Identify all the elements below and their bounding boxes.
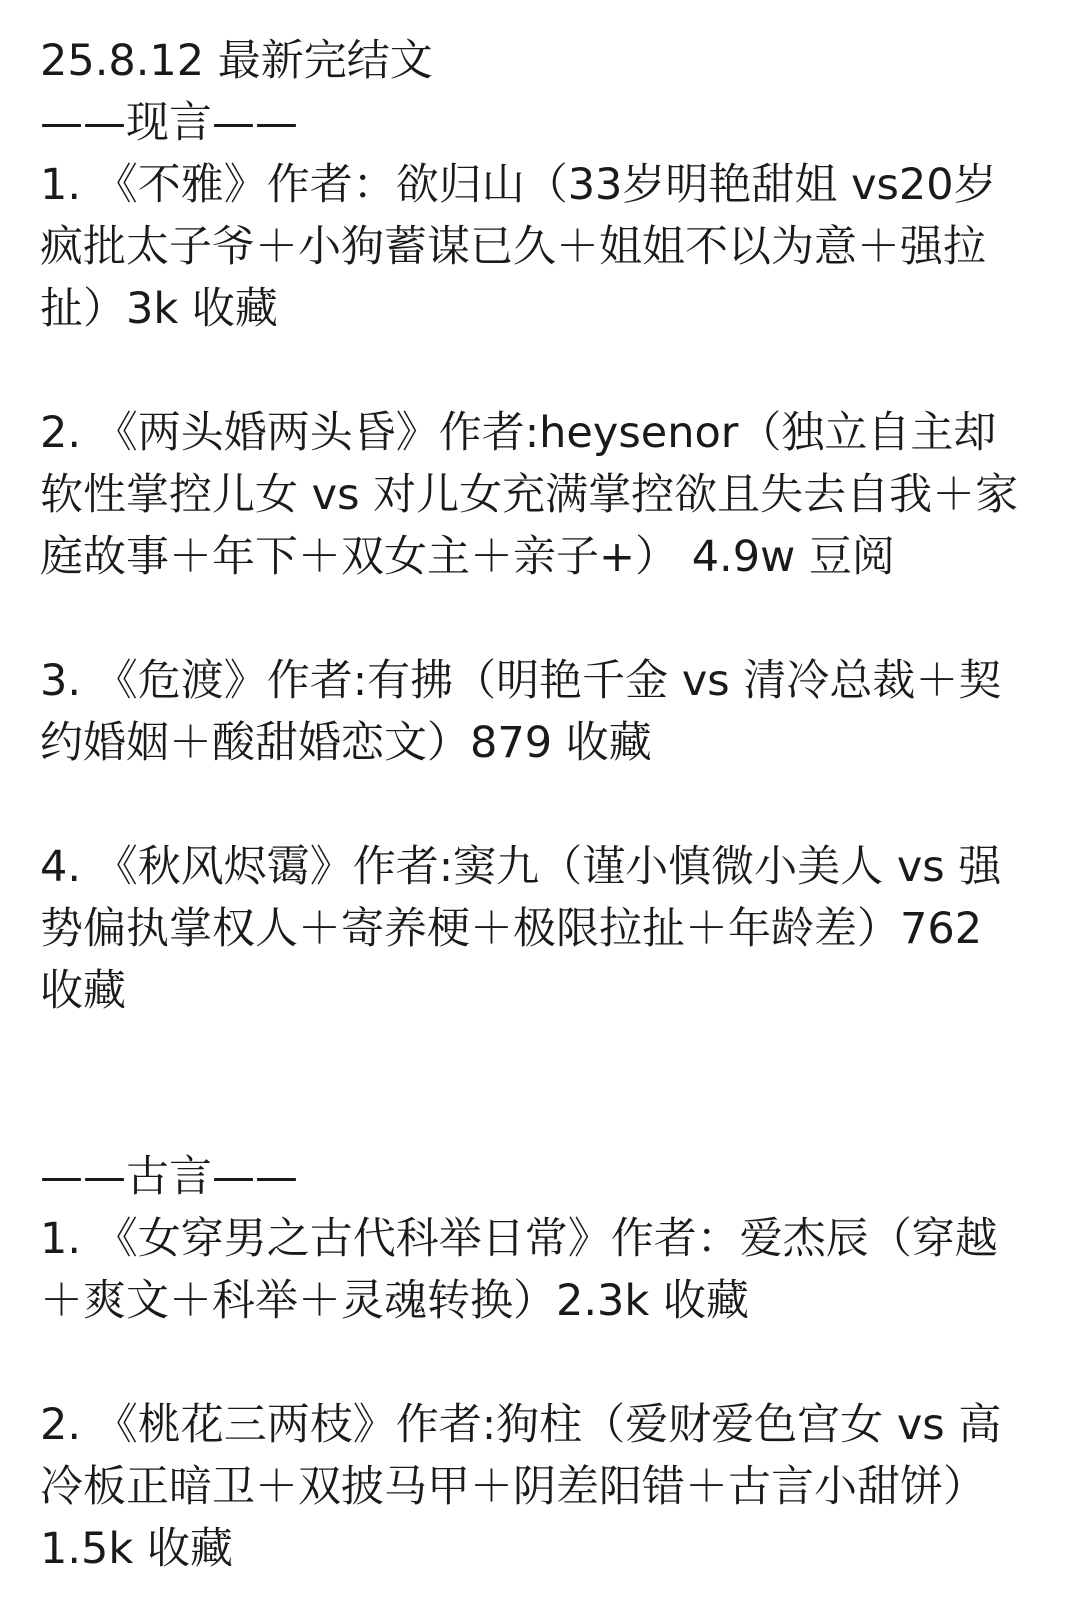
spacer bbox=[40, 588, 1020, 650]
spacer bbox=[40, 774, 1020, 836]
list-item: 1. 《女穿男之古代科举日常》作者：爱杰辰（穿越＋爽文＋科举＋灵魂转换）2.3k 收藏 bbox=[40, 1214, 998, 1326]
list-item: 4. 《秋风烬霭》作者:窦九（谨小慎微小美人 vs 强势偏执掌权人＋寄养梗＋极限拉扯＋年龄差）762 收藏 bbox=[40, 842, 1002, 1016]
spacer bbox=[40, 1332, 1020, 1394]
list-item: 2. 《桃花三两枝》作者:狗柱（爱财爱色宫女 vs 高冷板正暗卫＋双披马甲＋阴差阳错＋古言小甜饼）1.5k 收藏 bbox=[40, 1400, 1002, 1574]
spacer bbox=[40, 1084, 1020, 1146]
section-heading-ancient: ——古言—— bbox=[40, 1152, 298, 1202]
post-body bbox=[40, 30, 1020, 1580]
post-title: 25.8.12 最新完结文 bbox=[40, 36, 433, 86]
list-item: 2. 《两头婚两头昏》作者:heysenor（独立自主却软性掌控儿女 vs 对儿女充满掌控欲且失去自我＋家庭故事＋年下＋双女主＋亲子+） 4.9w 豆阅 bbox=[40, 408, 1019, 582]
spacer bbox=[40, 340, 1020, 402]
list-item: 1. 《不雅》作者：欲归山（33岁明艳甜姐 vs20岁疯批太子爷＋小狗蓄谋已久＋姐姐不以为意＋强拉扯）3k 收藏 bbox=[40, 160, 997, 334]
section-heading-modern: ——现言—— bbox=[40, 98, 298, 148]
list-item: 3. 《危渡》作者:有拂（明艳千金 vs 清冷总裁＋契约婚姻＋酸甜婚恋文）879 收藏 bbox=[40, 656, 1002, 768]
spacer bbox=[40, 1022, 1020, 1084]
